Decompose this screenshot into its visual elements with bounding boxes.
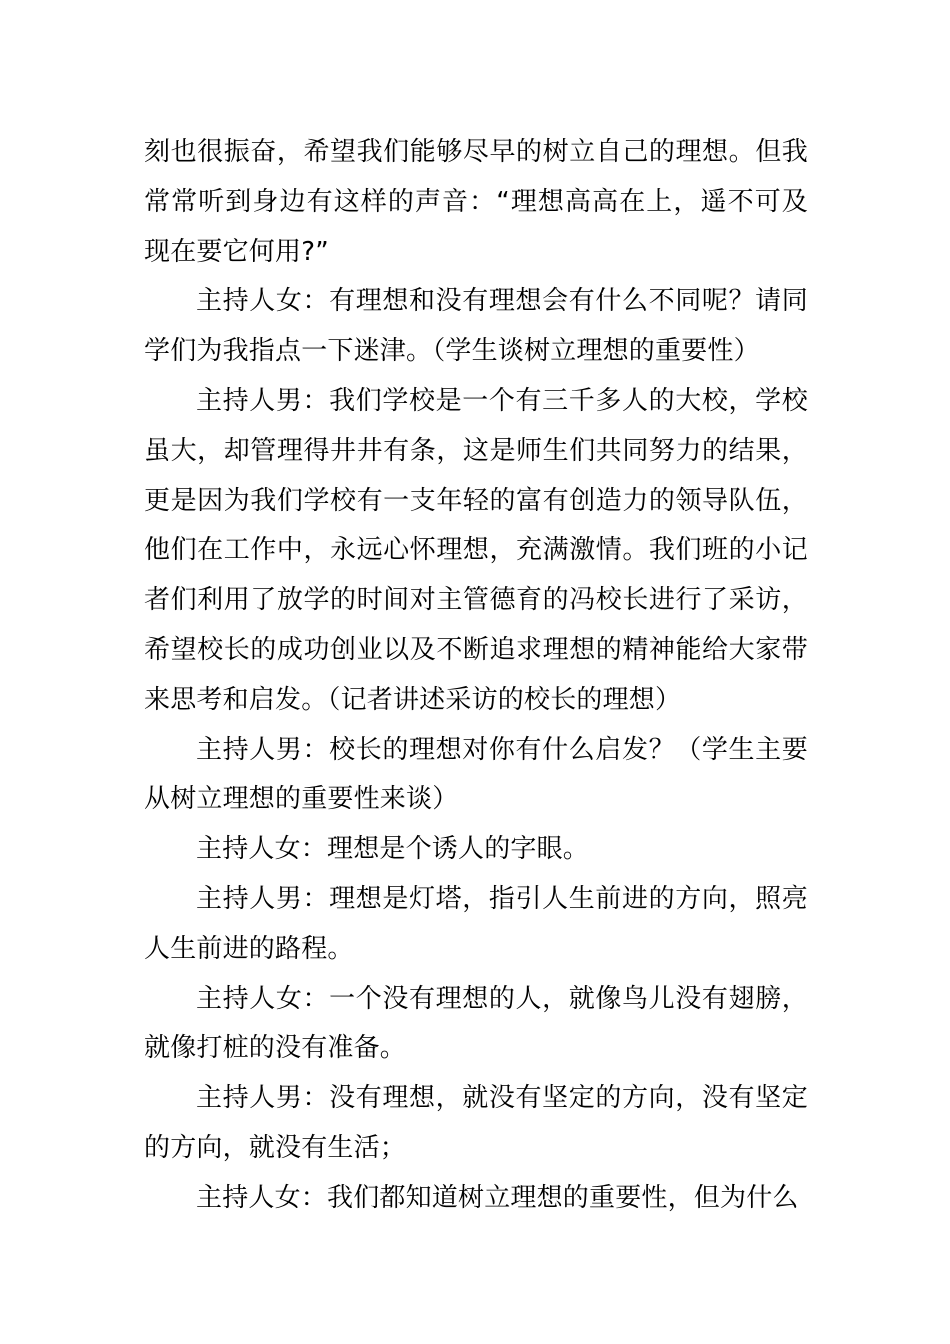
paragraph-host-female-3: 主持人女：一个没有理想的人，就像鸟儿没有翅膀，就像打桩的没有准备。 [144,983,808,1064]
paragraph-host-male-4: 主持人男：没有理想，就没有坚定的方向，没有坚定的方向，就没有生活； [144,1083,808,1163]
paragraph-host-female-2: 主持人女：理想是个诱人的字眼。 [196,834,590,865]
document-page [144,128,808,1224]
paragraph-host-male-3: 主持人男：理想是灯塔，指引人生前进的方向，照亮人生前进的路程。 [144,883,808,964]
paragraph-continuation: 刻也很振奋，希望我们能够尽早的树立自己的理想。但我常常听到身边有这样的声音：“理想高高在上，遥不可及现在要它何用?” [144,137,808,267]
paragraph-host-male-2: 主持人男：校长的理想对你有什么启发？（学生主要从树立理想的重要性来谈） [144,734,808,815]
paragraph-host-male-1: 主持人男：我们学校是一个有三千多人的大校，学校虽大，却管理得井井有条，这是师生们共同努力的结果，更是因为我们学校有一支年轻的富有创造力的领导队伍，他们在工作中，永远心怀理想，充满激情。我们班的小记者们利用了放学的时间对主管德育的冯校长进行了采访，希望校长的成功创业以及不断追求理想的精神能给大家带来思考和启发。（记者讲述采访的校长的理想） [144,385,808,715]
paragraph-host-female-1: 主持人女：有理想和没有理想会有什么不同呢？请同学们为我指点一下迷津。（学生谈树立理想的重要性） [144,286,808,367]
paragraph-host-female-4: 主持人女：我们都知道树立理想的重要性，但为什么 [196,1182,799,1213]
